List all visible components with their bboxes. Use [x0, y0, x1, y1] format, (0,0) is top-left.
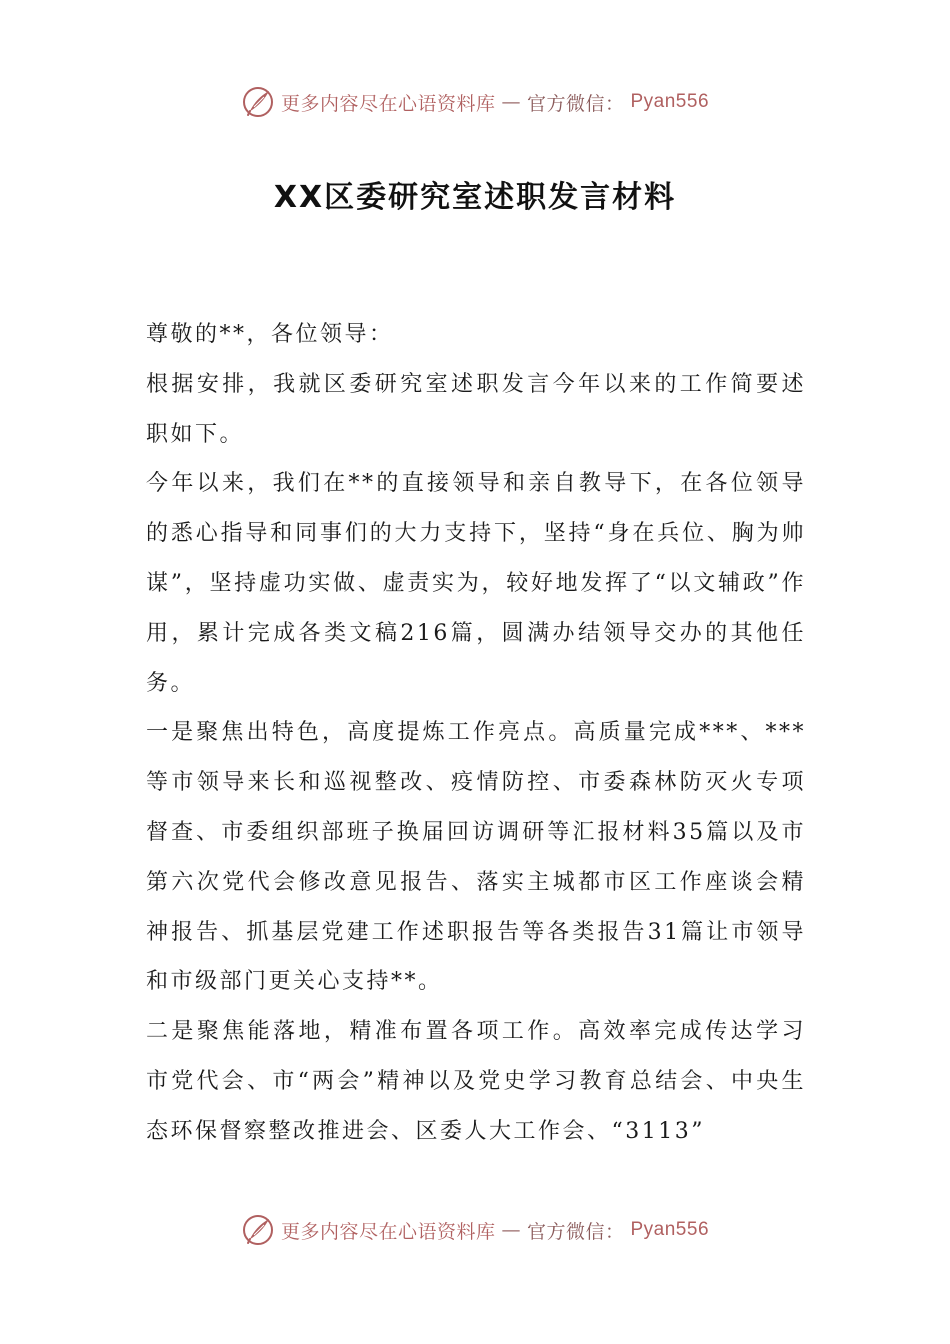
watermark-separator: — — [501, 91, 521, 113]
quill-pen-icon — [241, 1213, 275, 1247]
watermark-footer — [0, 1210, 950, 1250]
point-two-paragraph: 二是聚焦能落地，精准布置各项工作。高效率完成传达学习市党代会、市“两会”精神以及党史学习教育总结会、中央生态环保督察整改推进会、区委人大工作会、“3113” — [146, 1019, 806, 1144]
point-one-paragraph: 一是聚焦出特色，高度提炼工作亮点。高质量完成***、***等市领导来长和巡视整改、疫情防控、市委森林防灭火专项督查、市委组织部班子换届回访调研等汇报材料35篇以及市第六次党代会修改意见报告、落实主城都市区工作座谈会精神报告、抓基层党建工作述职报告等各类报告31篇让市领导和市级部门更关心支持**。 — [146, 720, 806, 995]
quill-pen-icon — [241, 85, 275, 119]
watermark-wechat-id: Pyan556 — [630, 1219, 710, 1240]
watermark-text: 更多内容尽在心语资料库 — [280, 1220, 496, 1243]
document-title: XX区委研究室述职发言材料 — [273, 180, 677, 215]
watermark-wechat-id: Pyan556 — [630, 91, 710, 112]
summary-paragraph: 今年以来，我们在**的直接领导和亲自教导下，在各位领导的悉心指导和同事们的大力支持下，坚持“身在兵位、胸为帅谋”，坚持虚功实做、虚责实为，较好地发挥了“以文辅政”作用，累计完成各类文稿216篇，圆满办结领导交办的其他任务。 — [146, 471, 806, 696]
watermark-text: 更多内容尽在心语资料库 — [280, 92, 496, 115]
intro-paragraph: 根据安排，我就区委研究室述职发言今年以来的工作简要述职如下。 — [146, 371, 806, 447]
watermark-header — [0, 82, 950, 122]
salutation-paragraph: 尊敬的**，各位领导： — [146, 322, 394, 347]
watermark-wechat-label: 官方微信： — [526, 1220, 625, 1243]
watermark-separator: — — [501, 1219, 521, 1241]
document-body — [146, 310, 806, 1157]
watermark-wechat-label: 官方微信： — [526, 92, 625, 115]
